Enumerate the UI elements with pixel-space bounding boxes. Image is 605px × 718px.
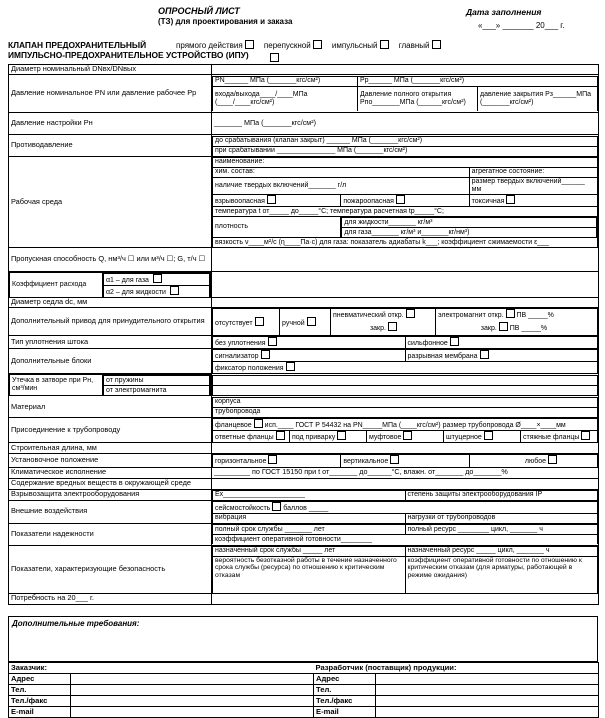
seal-none: без уплотнения <box>215 340 266 348</box>
medium-density: плотность <box>213 217 341 238</box>
developer-phone[interactable] <box>376 685 599 696</box>
ext-pipe-loads[interactable]: нагрузки от трубопроводов <box>405 513 598 523</box>
drive-em: электромагнит откр. <box>438 312 504 320</box>
checkbox-main[interactable] <box>432 40 441 49</box>
field-harmful[interactable] <box>212 478 599 489</box>
conn-size[interactable]: размер трубопровода Ø____×____мм <box>442 422 566 430</box>
checkbox-weld[interactable] <box>337 431 346 440</box>
drive-pneumatic: пневматический откр. <box>333 312 404 320</box>
checkbox-em-open[interactable] <box>506 309 515 318</box>
safety-readiness[interactable]: коэффициент оперативной готовности по отношению к критическим отказам (для арматуры, работающей в режиме ожидания) <box>405 556 598 593</box>
conn-pin: штуцерное <box>446 434 482 442</box>
row-pressure: Давление номинальное PN или давление рабочее Pр <box>9 75 212 113</box>
developer-email[interactable] <box>376 707 599 718</box>
safety-resource[interactable]: назначенный ресурс _____ цикл, _______ ч <box>405 546 598 556</box>
conn-counter: ответные фланцы <box>215 434 274 442</box>
install-any: любое <box>524 458 546 466</box>
developer-email-label: E-mail <box>314 707 376 718</box>
safety-probability[interactable]: вероятность безотказной работы в течение назначенного срока службы (ресурса) по отношению к критическим отказам <box>213 556 406 593</box>
field-climate[interactable]: _________ по ГОСТ 15150 при t от_______ до______°С, влажн. от_______ до_______% <box>212 467 599 478</box>
checkbox-pneu-close[interactable] <box>388 322 397 331</box>
medium-chem[interactable]: хим. состав: <box>213 168 470 178</box>
medium-viscosity[interactable]: вязкость ν____м²/с (η____Па·с) для газа: показатель адиабаты k___; коэффициент сжимаемости ε___ <box>213 238 598 248</box>
customer-phone-label: Тел. <box>9 685 71 696</box>
developer-fax-label: Тел./факс <box>314 696 376 707</box>
medium-fire: пожароопасная <box>343 198 394 206</box>
row-safety: Показатели, характеризующие безопасность <box>9 545 212 593</box>
checkbox-lock[interactable] <box>286 362 295 371</box>
ext-points[interactable]: баллов _____ <box>283 504 329 512</box>
checkbox-seal-none[interactable] <box>268 337 277 346</box>
checkbox-em-close[interactable] <box>499 322 508 331</box>
checkbox-pulse[interactable] <box>380 40 389 49</box>
option-bypass: перепускной <box>263 41 311 50</box>
conn-tie: стяжные фланцы <box>523 434 580 442</box>
checkbox-coef-gas[interactable] <box>153 274 162 283</box>
pressure-io: входа/выхода____/____МПа <box>215 90 308 98</box>
field-coef[interactable] <box>212 272 599 298</box>
checkbox-tie[interactable] <box>581 431 590 440</box>
checkbox-any[interactable] <box>548 455 557 464</box>
checkbox-pin[interactable] <box>484 431 493 440</box>
row-install: Установочное положение <box>9 454 212 467</box>
ipu-title: ИМПУЛЬСНО-ПРЕДОХРАНИТЕЛЬНОЕ УСТРОЙСТВО (ИПУ) <box>8 50 249 60</box>
questionnaire-table: Диаметр номинальный DNвх/DNвых Давление номинальное PN или давление рабочее Pр PN______ МПа (_______кгс/см²) Pр______ МПа (_______кгс/см²) входа/выхода____/____МПа (____/____кгс/см²) Давление полного открытия Pпо_______МПа (______кгс/см²) давление закрытия Pз______МПа (_______кгс/см²) Давление настройки Pн _______ МПа (_______кгс/см²) Противодавление до срабатывания (клапан закрыт) ______ МПа (_______кгс/см²) при срабатывании _______________ МПа (_______кгс/см²) Рабочая среда наименование: хим. состав: агрегатное состояние: наличие твердых включений_______ г/л размер твердых включений______ мм взрывоопасная пожароопасная токсичная температура t от_____ до_____°C; температура расчетная tр_____°C; плотность для жидкости_______ кг/м³ для газа_______ кг/м³ и_______кг/нм³) вязкость ν____м²/с (η____Па·с) для газа: показатель адиабаты k___; коэффициент сжимаемости ε___ Пропускная способность Q, нм³/ч ☐ или м³/ч ☐; G, т/ч ☐ Коэффициент расхода α1 – для газа α2 – для жидкости Диаметр седла dс, мм Дополнительный привод для принудительного открытия отсутствует ручной пневматический откр. закр. электромагнит откр. ПВ _____% закр. ПВ _____% Тип уплотнения штока без уплотнения сильфонное Дополнительные блоки сигнализатор разрывная мембрана фиксатор положения Утечка в затворе при Pн, см³/мин от пружины от электромагнита Материал корпуса трубопровода Присоединение к трубопроводу фланцевое исп.____ ГОСТ Р 54432 на PN_____МПа (____кгс/см²) размер трубопровода Ø____×____мм ответные фланцы под приварку муфтовое штуцерное стяжные фланцы Строительная длина, мм Установочное положение горизонтальное вертикальное любое Климатическое исполнение _________ по ГОСТ 15150 при t от_______ до______°С, влажн. от_______ до_______% Содержание вредных веществ в окружающей среде Взрывозащита электрооборудования Ex_____________________ степень защиты электрооборудования IP Внешние воздействия сейсмостойкость баллов _____ вибрация нагрузки от трубопроводов Показатели надежности полный срок службы _______ лет полный ресурс ________ цикл, _______ ч коэффициент оперативной готовности________ Показатели, характеризующие безопасность назначенный срок службы _____ лет назначенный ресурс _____ цикл, _______ ч вероятность безотказной работы в течение назначенного срока службы (ресурса) по отношению к критическим отказам коэффициент оперативной готовности по отношению к критическим отказам (для арматуры, работающей в режиме ожидания) Потребность на 20___ г. <box>8 64 599 605</box>
form-subtitle: (ТЗ) для проектирования и заказа <box>158 17 293 26</box>
drive-manual: ручной <box>282 319 305 327</box>
field-leak-em[interactable] <box>213 385 598 395</box>
medium-temp[interactable]: температура t от_____ до_____°C; температура расчетная tр_____°C; <box>213 207 598 217</box>
density-liquid[interactable]: для жидкости_______ кг/м³ <box>342 218 597 228</box>
checkbox-coupling[interactable] <box>403 431 412 440</box>
medium-aggregate[interactable]: агрегатное состояние: <box>469 168 597 178</box>
leak-spring: от пружины <box>104 376 210 386</box>
drive-em-close: закр. <box>480 325 497 333</box>
row-connection: Присоединение к трубопроводу <box>9 418 212 443</box>
conn-weld: под приварку <box>292 434 336 442</box>
customer-fax-label: Тел./факс <box>9 696 71 707</box>
contacts-table <box>8 662 599 718</box>
medium-name[interactable]: наименование: <box>213 158 598 168</box>
conn-exec: исп. <box>264 422 278 430</box>
option-direct: прямого действия <box>176 41 243 50</box>
row-length: Строительная длина, мм <box>9 443 212 454</box>
customer-address[interactable] <box>71 674 314 685</box>
row-seat: Диаметр седла dс, мм <box>9 298 212 308</box>
row-reliability: Показатели надежности <box>9 523 212 545</box>
row-harmful: Содержание вредных веществ в окружающей среде <box>9 478 212 489</box>
checkbox-explosive[interactable] <box>267 195 276 204</box>
row-need: Потребность на 20___ г. <box>9 593 212 604</box>
block-lock: фиксатор положения <box>215 365 284 373</box>
bp-closed[interactable]: до срабатывания (клапан закрыт) ______ МПа (_______кгс/см²) <box>213 136 598 146</box>
row-material: Материал <box>9 396 212 418</box>
checkbox-membrane[interactable] <box>480 350 489 359</box>
checkbox-pneu-open[interactable] <box>406 309 415 318</box>
field-diameter[interactable] <box>212 65 599 75</box>
field-leak-spring[interactable] <box>213 375 598 385</box>
medium-solids-size[interactable]: размер твердых включений______ мм <box>469 178 597 195</box>
checkbox-direct[interactable] <box>245 40 254 49</box>
option-main: главный <box>398 41 430 50</box>
row-external: Внешние воздействия <box>9 500 212 523</box>
checkbox-bypass[interactable] <box>313 40 322 49</box>
checkbox-toxic[interactable] <box>506 195 515 204</box>
conn-flange: фланцевое <box>215 422 252 430</box>
pressure-full-open[interactable]: Давление полного открытия Pпо_______МПа (______кгс/см²) <box>358 87 478 112</box>
material-pipe[interactable]: трубопровода <box>213 407 598 417</box>
checkbox-counter[interactable] <box>276 431 285 440</box>
row-medium: Рабочая среда <box>9 157 212 248</box>
customer-fax[interactable] <box>71 696 314 707</box>
block-membrane: разрывная мембрана <box>407 353 478 361</box>
developer-fax[interactable] <box>376 696 599 707</box>
row-setting: Давление настройки Pн <box>9 113 212 135</box>
field-length[interactable] <box>212 443 599 454</box>
developer-address[interactable] <box>376 674 599 685</box>
row-capacity: Пропускная способность Q, нм³/ч ☐ или м³/ч ☐; G, т/ч ☐ <box>9 248 212 272</box>
rel-readiness[interactable]: коэффициент оперативной готовности________ <box>213 535 598 545</box>
ext-vibration[interactable]: вибрация <box>213 513 406 523</box>
valve-title: КЛАПАН ПРЕДОХРАНИТЕЛЬНЫЙ <box>8 40 147 50</box>
medium-solids[interactable]: наличие твердых включений_______ г/л <box>213 178 470 195</box>
install-horizontal: горизонтальное <box>215 458 267 466</box>
row-leak: Утечка в затворе при Pн, см³/мин <box>10 375 103 396</box>
conn-gost[interactable]: ГОСТ Р 54432 на PN_____МПа (____кгс/см²) <box>295 422 441 430</box>
form-title: ОПРОСНЫЙ ЛИСТ <box>158 6 240 16</box>
checkbox-drive-none[interactable] <box>255 317 264 326</box>
material-body[interactable]: корпуса <box>213 397 598 407</box>
block-signal: сигнализатор <box>215 353 259 361</box>
field-ex[interactable]: Ex_____________________ <box>213 490 406 500</box>
row-seal: Тип уплотнения штока <box>9 336 212 349</box>
seal-bellows: сильфонное <box>407 340 448 348</box>
medium-explosive: взрывоопасная <box>215 198 265 206</box>
checkbox-ipu[interactable] <box>270 53 279 62</box>
checkbox-seal-bellows[interactable] <box>450 337 459 346</box>
field-need[interactable] <box>212 593 599 604</box>
customer-label: Заказчик: <box>9 663 314 674</box>
drive-pv2[interactable]: ПВ _____% <box>509 325 548 333</box>
drive-pneumatic-close: закр. <box>369 325 386 333</box>
row-drive: Дополнительный привод для принудительного открытия <box>9 308 212 336</box>
checkbox-signal[interactable] <box>261 350 270 359</box>
developer-address-label: Адрес <box>314 674 376 685</box>
pressure-pp[interactable]: Pр______ МПа (_______кгс/см²) <box>358 77 598 87</box>
pressure-io-kgs: (____/____кгс/см²) <box>215 99 275 106</box>
customer-email-label: E-mail <box>9 707 71 718</box>
ext-seismic: сейсмостойкость <box>215 504 271 512</box>
field-setting[interactable]: _______ МПа (_______кгс/см²) <box>212 113 599 135</box>
drive-none: отсутствует <box>215 319 253 327</box>
rel-life[interactable]: полный срок службы _______ лет <box>213 525 406 535</box>
leak-em: от электромагнита <box>104 386 210 396</box>
date-label: Дата заполнения <box>466 7 542 17</box>
density-gas[interactable]: для газа_______ кг/м³ и_______кг/нм³) <box>342 228 597 238</box>
medium-toxic: токсичная <box>471 198 505 206</box>
developer-label: Разработчик (поставщик) продукции: <box>314 663 599 674</box>
drive-pv1[interactable]: ПВ _____% <box>516 312 554 320</box>
coef-gas: α1 – для газа <box>106 277 149 285</box>
customer-address-label: Адрес <box>9 674 71 685</box>
row-explosion: Взрывозащита электрооборудования <box>9 489 212 500</box>
pressure-close[interactable]: давление закрытия Pз______МПа (_______кгс/см²) <box>478 87 598 112</box>
developer-phone-label: Тел. <box>314 685 376 696</box>
checkbox-flange[interactable] <box>254 419 263 428</box>
field-seat[interactable] <box>212 298 599 308</box>
pressure-pn[interactable]: PN______ МПа (_______кгс/см²) <box>213 77 358 87</box>
field-capacity[interactable] <box>212 248 599 272</box>
valve-type-options <box>176 40 449 50</box>
option-pulse: импульсный <box>331 41 378 50</box>
row-climate: Климатическое исполнение <box>9 467 212 478</box>
bp-operation[interactable]: при срабатывании _______________ МПа (_______кгс/см²) <box>213 146 598 156</box>
customer-phone[interactable] <box>71 685 314 696</box>
safety-term[interactable]: назначенный срок службы _____ лет <box>213 546 406 556</box>
row-backpressure: Противодавление <box>9 135 212 157</box>
checkbox-seismic[interactable] <box>272 502 281 511</box>
coef-liquid: α2 – для жидкости <box>106 289 166 297</box>
checkbox-horizontal[interactable] <box>268 455 277 464</box>
install-vertical: вертикальное <box>343 458 389 466</box>
conn-coupling: муфтовое <box>369 434 402 442</box>
field-ip[interactable]: степень защиты электрооборудования IP <box>405 490 598 500</box>
customer-email[interactable] <box>71 707 314 718</box>
checkbox-drive-manual[interactable] <box>307 317 316 326</box>
checkbox-fire[interactable] <box>396 195 405 204</box>
rel-resource[interactable]: полный ресурс ________ цикл, _______ ч <box>405 525 598 535</box>
row-blocks: Дополнительные блоки <box>9 349 212 374</box>
row-diameter: Диаметр номинальный DNвх/DNвых <box>9 65 212 75</box>
requirements-label: Дополнительные требования: <box>12 619 140 628</box>
checkbox-vertical[interactable] <box>390 455 399 464</box>
additional-requirements[interactable] <box>8 616 598 662</box>
date-field[interactable]: «___» _______ 20___ г. <box>478 21 565 30</box>
checkbox-coef-liquid[interactable] <box>170 286 179 295</box>
row-coef: Коэффициент расхода <box>10 273 103 298</box>
